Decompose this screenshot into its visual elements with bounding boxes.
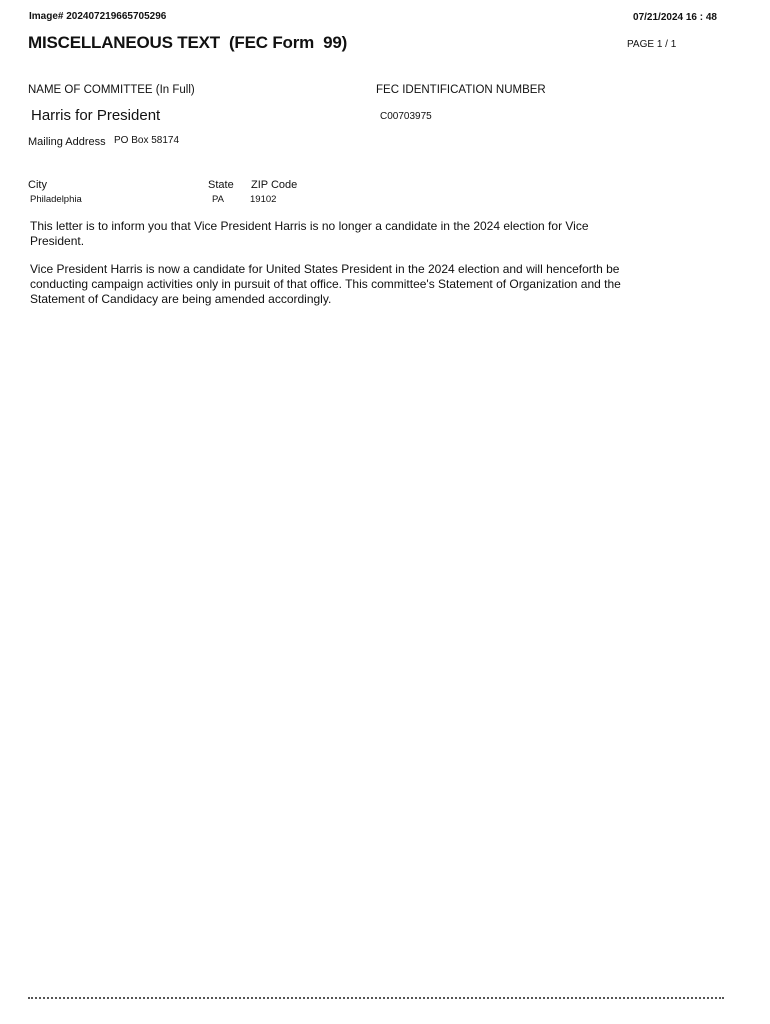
image-number: Image# 202407219665705296 [29, 11, 167, 22]
mailing-address-label: Mailing Address [28, 136, 106, 148]
city-value: Philadelphia [30, 194, 82, 205]
text-paragraph-2: Vice President Harris is now a candidate for United States President in the 2024 election and will henceforth be conducting campaign activities only in pursuit of that office. This committee's Statement of Organization and the Statement of Candidacy are being amended accordingly. [30, 262, 621, 306]
form-title: MISCELLANEOUS TEXT (FEC Form 99) [28, 33, 348, 52]
city-label: City [28, 179, 47, 191]
zip-code-value: 19102 [250, 194, 277, 205]
state-label: State [208, 179, 234, 191]
filing-timestamp: 07/21/2024 16 : 48 [633, 12, 717, 23]
zip-code-label: ZIP Code [251, 179, 298, 191]
state-value: PA [212, 194, 224, 205]
fec-id-label: FEC IDENTIFICATION NUMBER [376, 84, 546, 96]
fec-id-value: C00703975 [380, 111, 432, 122]
committee-name: Harris for President [31, 107, 161, 124]
committee-name-label: NAME OF COMMITTEE (In Full) [28, 84, 195, 96]
text-paragraph-1: This letter is to inform you that Vice President Harris is no longer a candidate in the 2024 election for Vice President. [30, 219, 589, 248]
page-indicator: PAGE 1 / 1 [627, 39, 677, 50]
page-bottom-rule [28, 997, 724, 999]
mailing-address-value: PO Box 58174 [114, 135, 180, 146]
